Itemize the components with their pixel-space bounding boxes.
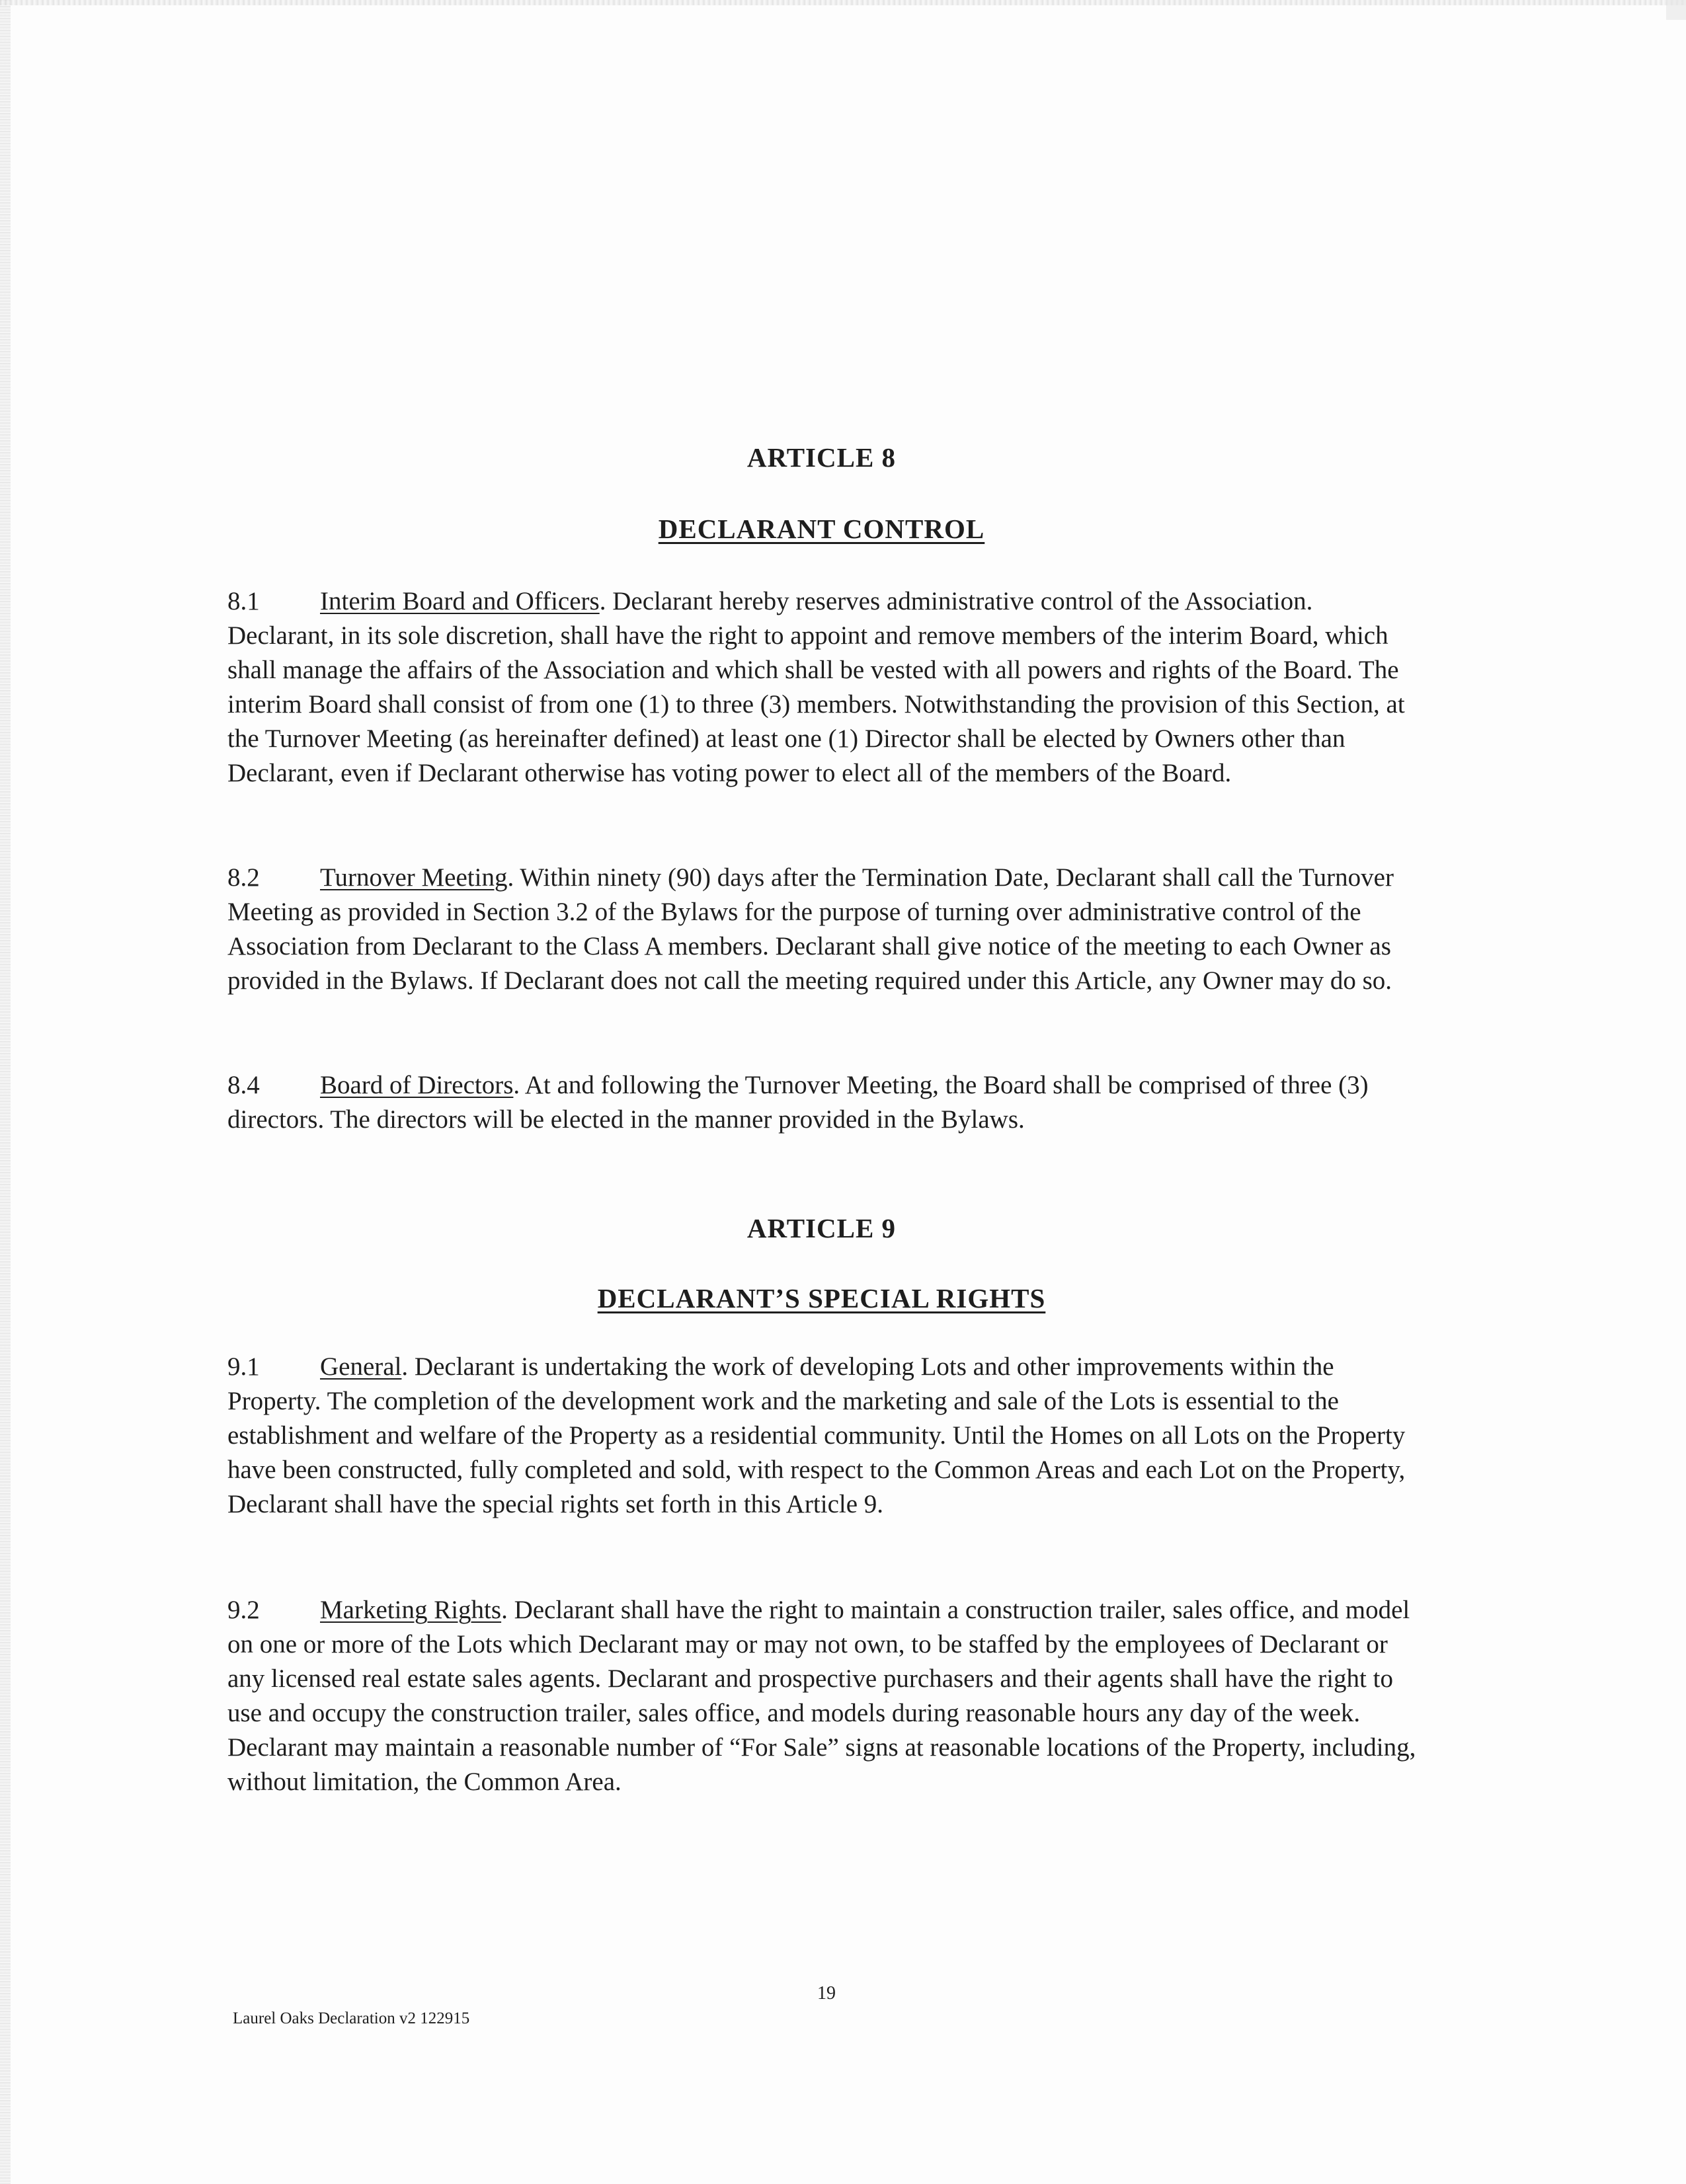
section-8-2	[227, 861, 1418, 998]
section-text: . Within ninety (90) days after the Termination Date, Declarant shall call the Turnover Meeting as provided in Section 3.2 of the Bylaws for the purpose of turning over administrative control of the Association from Declarant to the Class A members. Declarant shall give notice of the meeting to each Owner as provided in the Bylaws. If Declarant does not call the meeting required under this Article, any Owner may do so.	[227, 863, 1394, 995]
section-title: Turnover Meeting	[320, 863, 508, 892]
scan-artifact-left	[0, 0, 11, 2184]
section-9-1	[227, 1350, 1418, 1522]
article-9-heading: ARTICLE 9	[746, 1213, 897, 1243]
section-title: General	[320, 1352, 402, 1381]
section-title: Board of Directors	[320, 1071, 514, 1099]
section-text: . Declarant hereby reserves administrative control of the Association. Declarant, in its sole discretion, shall have the right to appoint and remove members of the interim Board, which shall manage the affairs of the Association and which shall be vested with all powers and rights of the Board. The interim Board shall consist of from one (1) to three (3) members. Notwithstanding the provision of this Section, at the Turnover Meeting (as hereinafter defined) at least one (1) Director shall be elected by Owners other than Declarant, even if Declarant otherwise has voting power to elect all of the members of the Board.	[227, 587, 1405, 787]
article-8-heading: ARTICLE 8	[746, 442, 897, 473]
section-number: 8.2	[227, 863, 260, 892]
section-text: . Declarant is undertaking the work of developing Lots and other improvements within the Property. The completion of the development work and the marketing and sale of the Lots is essential to the establishment and welfare of the Property as a residential community. Until the Homes on all Lots on the Property have been constructed, fully completed and sold, with respect to the Common Areas and each Lot on the Property, Declarant shall have the special rights set forth in this Article 9.	[227, 1352, 1406, 1518]
scan-artifact-top	[0, 0, 1686, 5]
article-9-title	[0, 1282, 1643, 1314]
section-text: . At and following the Turnover Meeting, the Board shall be comprised of three (3) directors. The directors will be elected in the manner provided in the Bylaws.	[227, 1071, 1369, 1134]
section-title: Interim Board and Officers	[320, 587, 600, 615]
article-8-title	[0, 513, 1643, 545]
article-9-title-text: DECLARANT’S SPECIAL RIGHTS	[597, 1283, 1046, 1313]
section-number: 9.1	[227, 1352, 260, 1381]
document-identifier: Laurel Oaks Declaration v2 122915	[233, 2009, 470, 2027]
article-8-title-text: DECLARANT CONTROL	[658, 514, 985, 544]
scan-artifact-right	[1666, 0, 1686, 20]
section-9-2	[227, 1593, 1418, 1799]
section-title: Marketing Rights	[320, 1596, 502, 1624]
section-8-4	[227, 1068, 1418, 1137]
page-number: 19	[817, 1983, 836, 2004]
section-8-1	[227, 584, 1418, 791]
section-number: 8.4	[227, 1071, 260, 1099]
section-number: 9.2	[227, 1596, 260, 1624]
section-text: . Declarant shall have the right to maintain a construction trailer, sales office, and model on one or more of the Lots which Declarant may or may not own, to be staffed by the employees of Declarant or any licensed real estate sales agents. Declarant and prospective purchasers and their agents shall have the right to use and occupy the construction trailer, sales office, and models during reasonable hours any day of the week. Declarant may maintain a reasonable number of “For Sale” signs at reasonable locations of the Property, including, without limitation, the Common Area.	[227, 1596, 1416, 1796]
section-number: 8.1	[227, 587, 260, 615]
